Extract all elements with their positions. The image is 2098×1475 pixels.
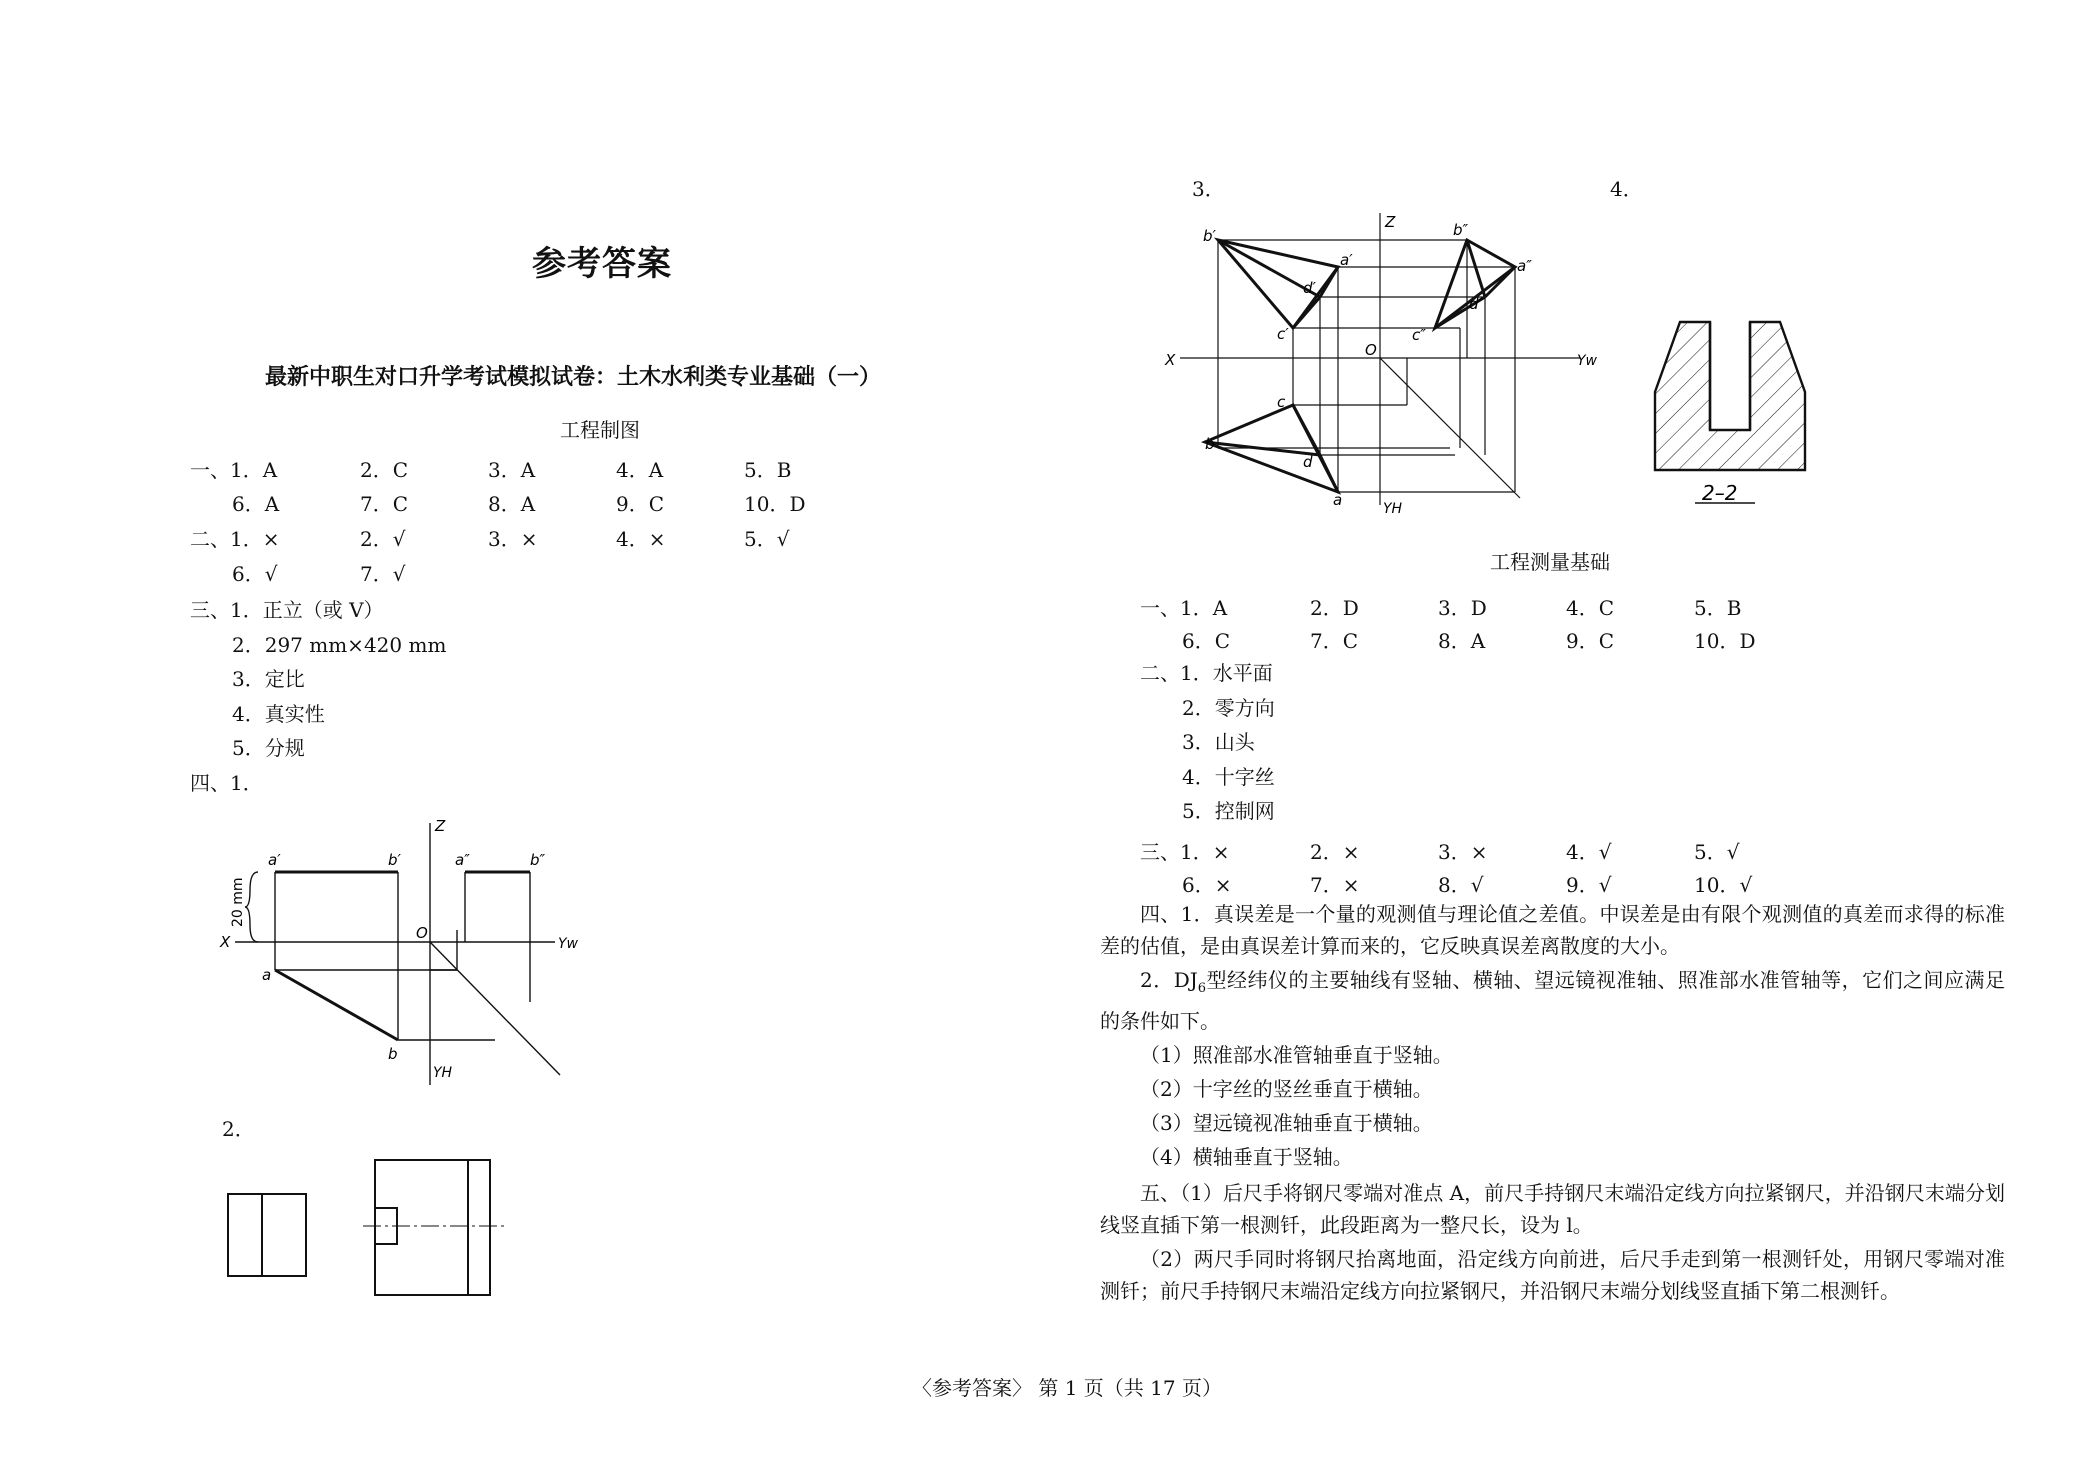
answer-cell: 8．A (488, 492, 536, 516)
point-label: a (262, 966, 272, 984)
condition-line: （2）十字丝的竖丝垂直于横轴。 (1140, 1077, 1433, 1101)
condition-line: （1）照准部水准管轴垂直于竖轴。 (1140, 1043, 1453, 1067)
axis-z-label: Z (435, 817, 446, 835)
answer-cell: 8．A (1438, 629, 1486, 653)
figure2-label: 2． (222, 1117, 255, 1141)
answer-cell: 4．× (616, 527, 666, 551)
axis-x-label: X (220, 933, 231, 951)
exam-subtitle: 最新中职生对口升学考试模拟试卷：土木水利类专业基础（一） (265, 365, 882, 390)
answer-line: 5．控制网 (1182, 799, 1275, 823)
answer-line: 3．山头 (1182, 730, 1255, 754)
answer-line: 三、1．正立（或 V） (190, 598, 384, 622)
answer-cell: 一、1．A (190, 458, 278, 482)
condition-line: （3）望远镜视准轴垂直于横轴。 (1140, 1111, 1433, 1135)
answer-grid-survey-3 (1140, 836, 1960, 906)
axis-yw-label: Yw (558, 936, 579, 952)
section-caption: 2–2 (1702, 481, 1738, 505)
condition-line: （4）横轴垂直于竖轴。 (1140, 1145, 1353, 1169)
part2-survey-answers (1140, 656, 1740, 829)
section-title-drawing: 工程制图 (560, 418, 640, 442)
answer-line: 2．零方向 (1182, 695, 1275, 720)
answer-grid-survey-1 (1140, 592, 1960, 662)
answer-cell: 6．√ (232, 562, 278, 586)
answer-cell: 6．C (1182, 629, 1231, 653)
axis-yh-label: YH (1383, 501, 1403, 517)
figure-two-views (215, 1150, 515, 1300)
point-label: d′ (1303, 279, 1316, 297)
answer-subscript: 6 (1197, 981, 1207, 996)
answer-cell: 6．× (1182, 873, 1232, 897)
page-footer: 〈参考答案〉 第 1 页（共 17 页） (912, 1376, 1222, 1400)
answer-grid-drawing (190, 454, 890, 594)
point-label: c′ (1277, 325, 1289, 343)
axis-yw-label: Yw (1577, 353, 1598, 369)
answer-cell: 7．√ (360, 562, 406, 586)
point-label: c (1277, 393, 1286, 411)
answer-cell: 3．× (488, 527, 538, 551)
answer-paragraph: （2）两尺手同时将钢尺抬离地面，沿定线方向前进，后尺手走到第一根测钎处，用钢尺零端对准测钎；前尺手持钢尺末端沿定线方向拉紧钢尺，并沿钢尺末端分划线竖直插下第二根测钎。 (1100, 1247, 2005, 1303)
origin-label: O (1365, 341, 1377, 359)
answer-cell: 5．√ (744, 527, 790, 551)
point-label: a″ (1517, 257, 1532, 275)
answer-line: 3．定比 (232, 667, 305, 691)
answer-cell: 4．√ (1566, 840, 1612, 864)
point-label: b″ (530, 851, 546, 869)
point-label: a′ (1340, 251, 1353, 269)
answer-line: 4．十字丝 (1182, 764, 1275, 789)
figure3-label: 3． (1192, 177, 1225, 201)
answer-cell: 7．C (360, 492, 409, 516)
survey-essay-answers (1100, 898, 2005, 1307)
part3-answers (190, 593, 790, 800)
axis-x-label: X (1165, 351, 1176, 369)
answer-cell: 10．D (744, 492, 806, 516)
section-title-survey: 工程测量基础 (1490, 550, 1610, 574)
figure-triangle-projection (1165, 205, 1598, 525)
answer-cell: 2．√ (360, 527, 406, 551)
figure4-label: 4． (1610, 177, 1643, 201)
answer-cell: 7．C (1310, 629, 1359, 653)
answer-line: 2．297 mm×420 mm (232, 632, 447, 657)
answer-cell: 一、1．A (1140, 596, 1228, 620)
figure-line-projection (220, 815, 590, 1095)
answer-line: 二、1．水平面 (1140, 661, 1273, 685)
point-label: b′ (1203, 227, 1216, 245)
point-label: b (1205, 435, 1215, 453)
answer-cell: 3．D (1438, 596, 1487, 620)
point-label: a (1333, 491, 1343, 509)
answer-cell: 5．B (744, 458, 792, 482)
answer-line: 四、1． (190, 770, 263, 795)
answer-paragraph: 四、1．真误差是一个量的观测值与理论值之差值。中误差是由有限个观测值的真差而求得的标准差的估值，是由真误差计算而来的，它反映真误差离散度的大小。 (1100, 902, 2005, 958)
point-label: a″ (455, 851, 470, 869)
answer-cell: 8．√ (1438, 873, 1484, 897)
answer-cell: 3．× (1438, 840, 1488, 864)
answer-text: 型经纬仪的主要轴线有竖轴、横轴、望远镜视准轴、照准部水准管轴等，它们之间应满足的条件如下。 (1100, 968, 2005, 1033)
answer-cell: 2．D (1310, 596, 1359, 620)
answer-cell: 三、1．× (1140, 840, 1230, 864)
point-label: b″ (1453, 221, 1469, 239)
point-label: a′ (268, 851, 281, 869)
answer-cell: 6．A (232, 492, 280, 516)
dimension-label: 20 mm (230, 877, 246, 927)
answer-cell: 2．C (360, 458, 409, 482)
axis-z-label: Z (1385, 213, 1396, 231)
answer-cell: 4．C (1566, 596, 1615, 620)
answer-paragraph (1100, 964, 2005, 1037)
answer-cell: 3．A (488, 458, 536, 482)
axis-yh-label: YH (433, 1065, 453, 1081)
answer-cell: 7．× (1310, 873, 1360, 897)
answer-line: 5．分规 (232, 736, 305, 760)
answer-line: 4．真实性 (232, 701, 325, 726)
answer-cell: 9．C (1566, 629, 1615, 653)
point-label: b (388, 1045, 398, 1063)
figure-section-view (1640, 310, 1820, 525)
answer-paragraph: 五、（1）后尺手将钢尺零端对准点 A，前尺手持钢尺末端沿定线方向拉紧钢尺，并沿钢尺末端分划线竖直插下第一根测钎，此段距离为一整尺长，设为 l。 (1100, 1181, 2005, 1237)
answer-cell: 5．B (1694, 596, 1742, 620)
answer-cell: 9．C (616, 492, 665, 516)
answer-cell: 5．√ (1694, 840, 1740, 864)
point-label: b′ (388, 851, 401, 869)
answer-cell: 二、1．× (190, 527, 280, 551)
point-label: c″ (1412, 326, 1426, 344)
answer-text: 2．DJ (1140, 968, 1198, 992)
point-label: d (1303, 453, 1313, 471)
page-title: 参考答案 (532, 244, 672, 284)
answer-cell: 10．D (1694, 629, 1756, 653)
origin-label: O (416, 924, 428, 942)
point-label: d″ (1469, 295, 1485, 313)
answer-cell: 4．A (616, 458, 664, 482)
answer-cell: 9．√ (1566, 873, 1612, 897)
answer-cell: 2．× (1310, 840, 1360, 864)
answer-cell: 10．√ (1694, 873, 1753, 897)
